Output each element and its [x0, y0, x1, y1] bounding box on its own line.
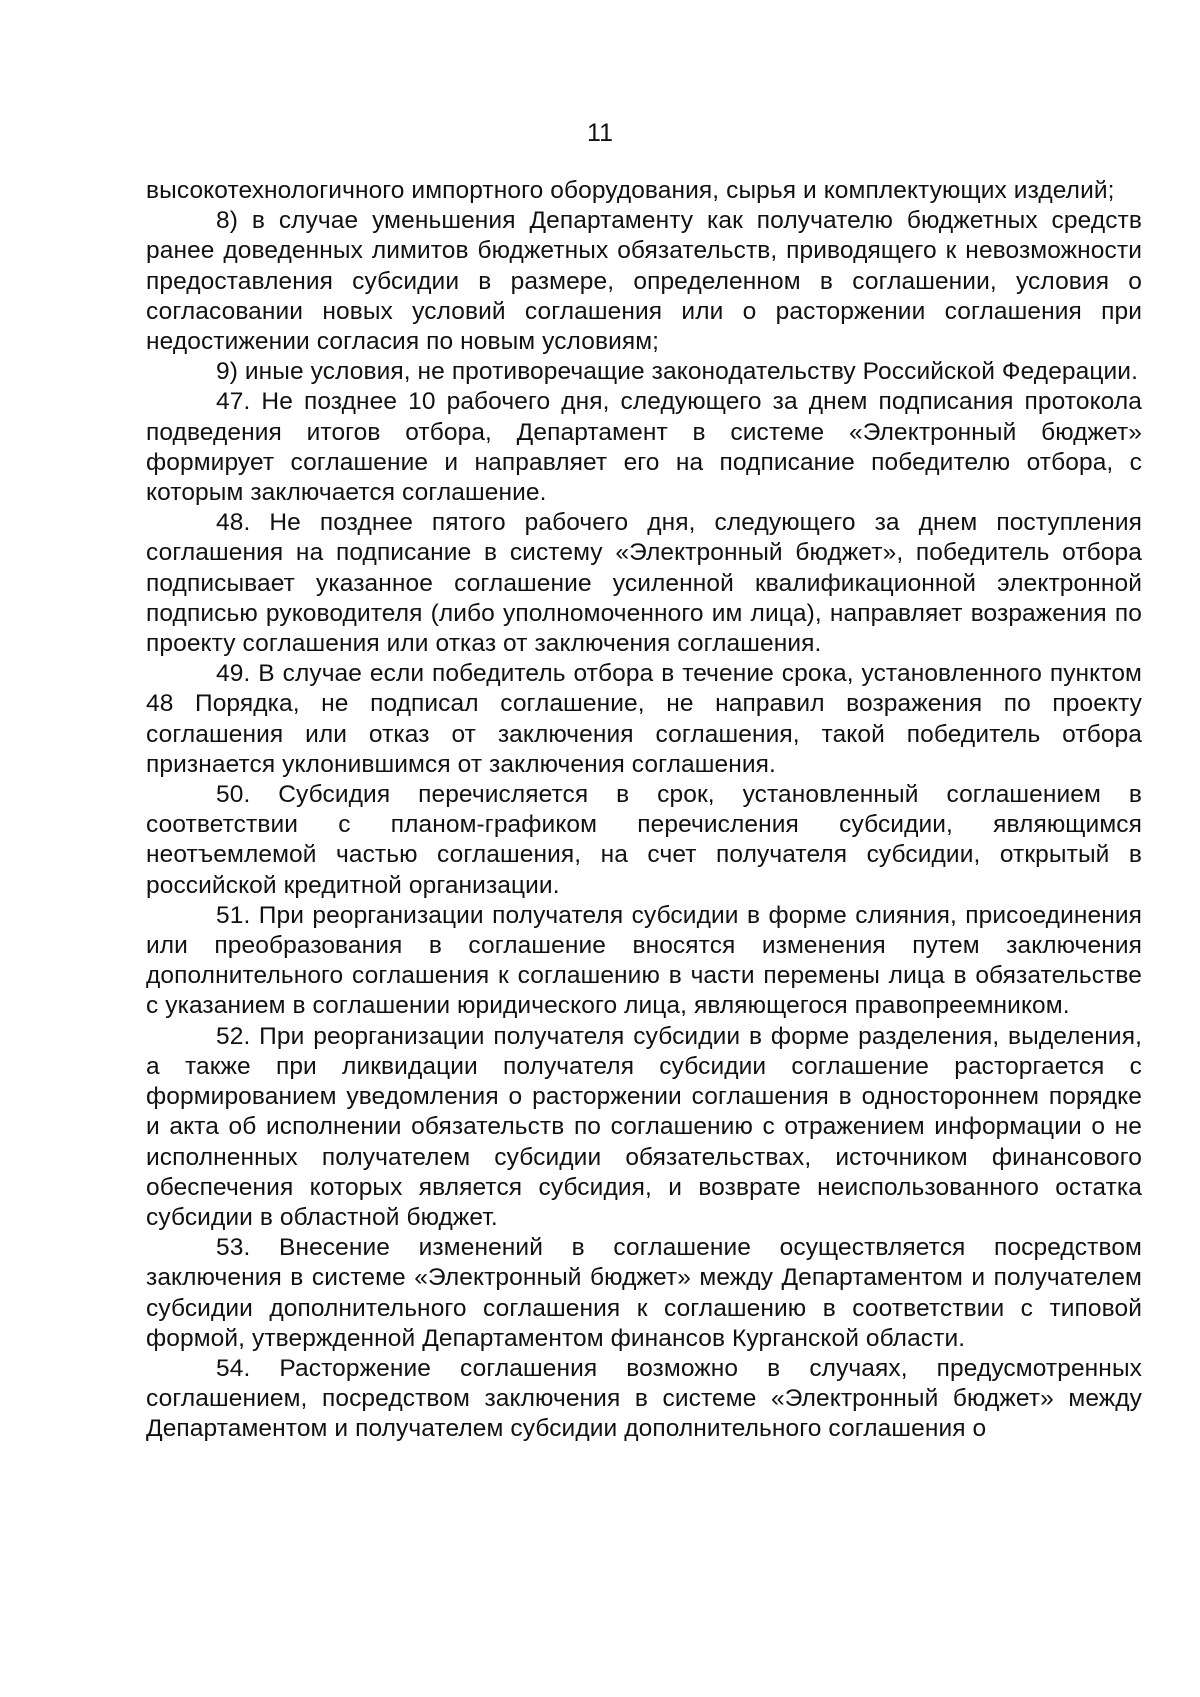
paragraph-51: 51. При реорганизации получателя субсидии в форме слияния, присоединения или преобразования в соглашение вносятся изменения путем заключения дополнительного соглашения к соглашению в части перемены лица в обязательстве с указанием в соглашении юридического лица, являющегося правопреемником.	[146, 901, 1142, 1020]
document-body	[146, 176, 1142, 1445]
paragraph-50: 50. Субсидия перечисляется в срок, установленный соглашением в соответствии с планом-графиком перечисления субсидии, являющимся неотъемлемой частью соглашения, на счет получателя субсидии, открытый в российской кредитной организации.	[146, 781, 1142, 899]
page-number: 11	[587, 119, 613, 147]
paragraph-item-9: 9) иные условия, не противоречащие законодательству Российской Федерации.	[216, 358, 1138, 386]
paragraph-item-8: 8) в случае уменьшения Департаменту как получателю бюджетных средств ранее доведенных лимитов бюджетных обязательств, приводящего к невозможности предоставления субсидии в размере, определенном в соглашении, условия о согласовании новых условий соглашения или о расторжении соглашения при недостижении согласия по новым условиям;	[146, 207, 1142, 356]
paragraph-54: 54. Расторжение соглашения возможно в случаях, предусмотренных соглашением, посредством заключения в системе «Электронный бюджет» между Департаментом и получателем субсидии дополнительного соглашения о	[146, 1354, 1142, 1443]
paragraph-52: 52. При реорганизации получателя субсидии в форме разделения, выделения, а также при ликвидации получателя субсидии соглашение расторгается с формированием уведомления о расторжении соглашения в одностороннем порядке и акта об исполнении обязательств по соглашению с отражением информации о не исполненных получателем субсидии обязательствах, источником финансового обеспечения которых является субсидия, и возврате неиспользованного остатка субсидии в областной бюджет.	[146, 1022, 1142, 1231]
paragraph-continuation: высокотехнологичного импортного оборудования, сырья и комплектующих изделий;	[146, 177, 1115, 204]
paragraph-53: 53. Внесение изменений в соглашение осуществляется посредством заключения в системе «Электронный бюджет» между Департаментом и получателем субсидии дополнительного соглашения к соглашению в соответствии с типовой формой, утвержденной Департаментом финансов Курганской области.	[146, 1234, 1142, 1352]
paragraph-49: 49. В случае если победитель отбора в течение срока, установленного пунктом 48 Порядка, не подписал соглашение, не направил возражения по проекту соглашения или отказ от заключения соглашения, такой победитель отбора признается уклонившимся от заключения соглашения.	[146, 660, 1142, 778]
paragraph-47: 47. Не позднее 10 рабочего дня, следующего за днем подписания протокола подведения итогов отбора, Департамент в системе «Электронный бюджет» формирует соглашение и направляет его на подписание победителю отбора, с которым заключается соглашение.	[146, 388, 1142, 507]
paragraph-48: 48. Не позднее пятого рабочего дня, следующего за днем поступления соглашения на подписание в систему «Электронный бюджет», победитель отбора подписывает указанное соглашение усиленной квалификационной электронной подписью руководителя (либо уполномоченного им лица), направляет возражения по проекту соглашения или отказ от заключения соглашения.	[146, 509, 1142, 658]
